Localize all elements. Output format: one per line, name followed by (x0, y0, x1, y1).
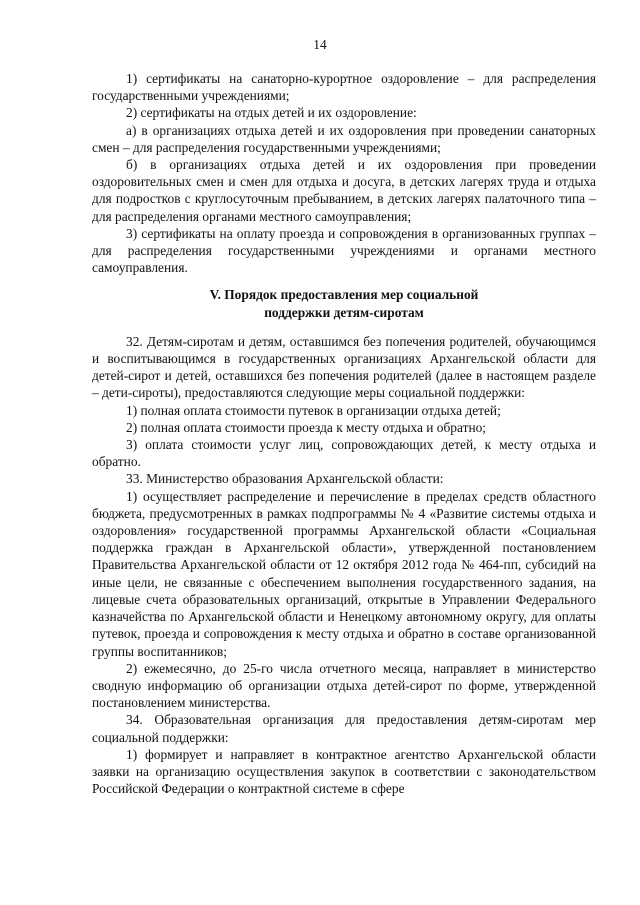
paragraph: 1) осуществляет распределение и перечисление в пределах средств областного бюджета, предусмотренных в рамках подпрограммы № 4 «Развитие системы отдыха и оздоровления» государственной программы Архангельской области «Социальная поддержка граждан в Архангельской области», утвержденной постановлением Правительства Архангельской области от 12 октября 2012 года № 464-пп, субсидий на иные цели, не связанные с обеспечением выполнения государственного задания, на лицевые счета образовательных организаций, открытые в Управлении Федерального казначейства по Архангельской области и Ненецкому автономному округу, для оплаты путевок, проезда и сопровождения к месту отдыха и обратно в составе организованной группы воспитанников; (92, 488, 596, 659)
paragraph: 3) сертификаты на оплату проезда и сопровождения в организованных группах – для распределения государственными учреждениями и органами местного самоуправления. (92, 225, 596, 276)
paragraph: а) в организациях отдыха детей и их оздоровления при проведении санаторных смен – для распределения государственными учреждениями; (92, 122, 596, 155)
paragraph: 2) ежемесячно, до 25-го числа отчетного месяца, направляет в министерство сводную информацию об организации отдыха детей-сирот по форме, утвержденной постановлением министерства. (92, 660, 596, 711)
paragraph: 1) сертификаты на санаторно-курортное оздоровление – для распределения государственными учреждениями; (92, 71, 596, 104)
section-heading-line-1: V. Порядок предоставления мер социальной (209, 287, 479, 303)
paragraph: 1) формирует и направляет в контрактное агентство Архангельской области заявки на организацию осуществления закупок в соответствии с законодательством Российской Федерации о контрактной системе в сфере (92, 746, 596, 797)
paragraph: 1) полная оплата стоимости путевок в организации отдыха детей; (126, 402, 501, 418)
paragraph: 2) полная оплата стоимости проезда к месту отдыха и обратно; (126, 419, 487, 435)
paragraph: 33. Министерство образования Архангельской области: (126, 471, 444, 487)
paragraph: 34. Образовательная организация для предоставления детям-сиротам мер социальной поддержки: (92, 712, 596, 745)
section-heading (92, 286, 596, 320)
paragraph: б) в организациях отдыха детей и их оздоровления при проведении оздоровительных смен и смен для отдыха и досуга, в детских лагерях труда и отдыха для подростков с круглосуточным пребыванием, в детских лагерях палаточного типа – для распределения органами местного самоуправления; (92, 157, 596, 224)
paragraph: 2) сертификаты на отдых детей и их оздоровление: (126, 105, 417, 121)
page-number: 14 (313, 37, 327, 52)
paragraph: 3) оплата стоимости услуг лиц, сопровождающих детей, к месту отдыха и обратно. (92, 437, 596, 470)
document-body (92, 70, 596, 797)
paragraph: 32. Детям-сиротам и детям, оставшимся без попечения родителей, обучающимся и воспитывающимся в государственных организациях Архангельской области для детей-сирот и детей, оставшихся без попечения родителей (далее в настоящем разделе – дети-сироты), предоставляются следующие меры социальной поддержки: (92, 333, 596, 401)
section-heading-line-2: поддержки детям-сиротам (264, 304, 424, 320)
